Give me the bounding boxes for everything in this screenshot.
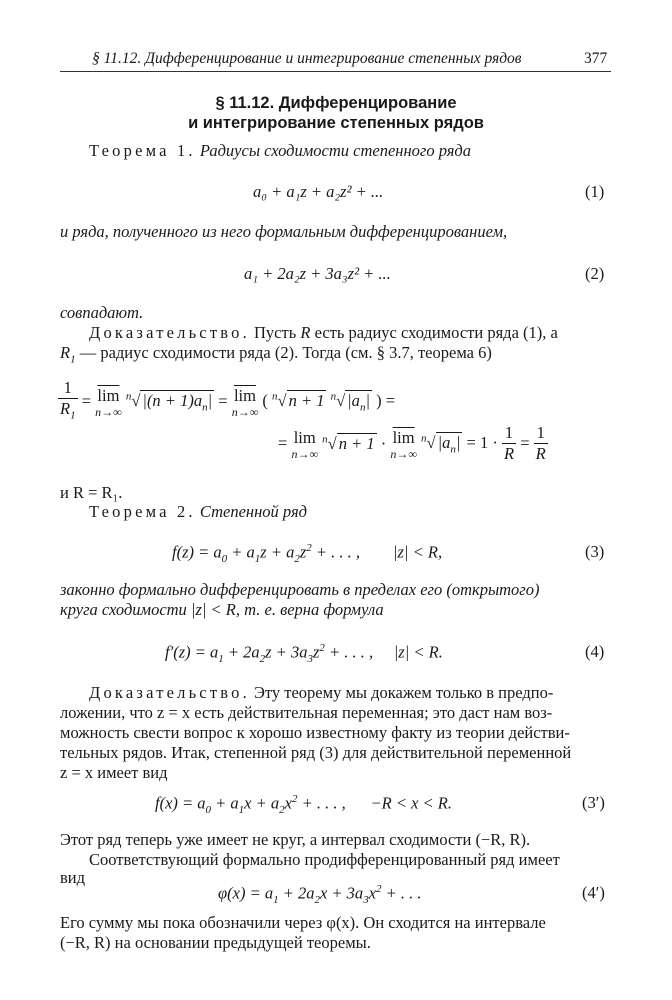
proof1-label: Доказательство. xyxy=(89,323,250,342)
proof1-text1a: Пусть xyxy=(254,323,297,342)
theorem2-label: Теорема 2. xyxy=(89,502,196,521)
equation-3: $f(z) = a_0 + a_1z + a_2z^2$ + . . . , |z| < R, xyxy=(172,542,443,565)
section-title-line2: и интегрирование степенных рядов xyxy=(188,114,484,132)
theorem1-text2: и ряда, полученного из него формальным дифференцированием, xyxy=(60,222,508,241)
proof2-line8: вид xyxy=(60,868,86,887)
equation-1-body: a₀ + a₁z + a₂z² + ... xyxy=(253,182,384,201)
equation-1-number: (1) xyxy=(585,182,605,201)
proof2-line5: z = x имеет вид xyxy=(60,763,168,782)
equation-4prime-number: (4′) xyxy=(582,883,605,902)
proof1-conclusion: и R = R₁. xyxy=(60,483,123,502)
running-title: § 11.12. Дифференцирование и интегрирование степенных рядов xyxy=(92,50,522,67)
page-number: 377 xyxy=(584,50,608,67)
proof2-line10: (−R, R) на основании предыдущей теоремы. xyxy=(60,933,371,952)
proof2-line4: тельных рядов. Итак, степенной ряд (3) для действительной переменной xyxy=(60,743,572,762)
equation-1 xyxy=(253,182,383,202)
equation-2-body: a₁ + 2a₂z + 3a₃z² + ... xyxy=(244,264,391,283)
proof2-text1: Эту теорему мы докажем только в предпо- xyxy=(254,683,554,702)
proof1-line1: Доказательство. Пусть R есть радиус сходимости ряда (1), а xyxy=(89,323,558,342)
equation-4: $f'(z) = a_1 + 2a_2z + 3a_3z^2$ + . . . , |z| < R. xyxy=(165,642,443,665)
theorem2-text2: законно формально дифференцировать в пределах его (открытого) xyxy=(60,580,540,599)
theorem1-text3: совпадают. xyxy=(60,303,144,322)
proof1-text1b: есть радиус сходимости ряда (1), а xyxy=(314,323,558,342)
proof2-line6: Этот ряд теперь уже имеет не круг, а интервал сходимости (−R, R). xyxy=(60,830,531,849)
proof2-line3: можность свести вопрос к хорошо известному факту из теории действи- xyxy=(60,723,570,742)
equation-3prime-number: (3′) xyxy=(582,793,605,812)
equation-4prime: $\varphi(x) = a_1 + 2a_2x + 3a_3x^2$ + . . . xyxy=(218,883,422,906)
theorem2-text1: Степенной ряд xyxy=(199,502,307,521)
theorem2-text3: круга сходимости |z| < R, т. е. верна формула xyxy=(60,600,384,619)
proof2-line9: Его сумму мы пока обозначили через φ(x). Он сходится на интервале xyxy=(60,913,546,932)
proof1-line2: $R_1$ — радиус сходимости ряда (2). Тогда (см. § 3.7, теорема 6) xyxy=(60,343,492,366)
theorem1-label: Теорема 1. xyxy=(89,141,196,160)
section-title-line1: § 11.12. Дифференцирование xyxy=(215,94,457,112)
theorem2-statement xyxy=(89,502,307,522)
theorem1-text1: Радиусы сходимости степенного ряда xyxy=(199,141,472,160)
theorem1-statement xyxy=(89,141,471,161)
equation-3-number: (3) xyxy=(585,542,605,561)
equation-4-number: (4) xyxy=(585,642,605,661)
proof2-label: Доказательство. xyxy=(89,683,250,702)
proof2-line2: ложении, что z = x есть действительная переменная; это даст нам воз- xyxy=(60,703,553,722)
limit-formula-line2: = lim n→∞ $^n$√ n + 1 · $\overline{lim}$ n→∞ $^n$√ $|a_n| = 1$ · $\frac{1}{R}$ = $\frac{1}{R}$ xyxy=(278,423,546,463)
proof1-text2: — радиус сходимости ряда (2). Тогда (см. § 3.7, теорема 6) xyxy=(79,343,492,362)
proof2-line1 xyxy=(89,683,553,703)
proof2-line7: Соответствующий формально продифференцированный ряд имеет xyxy=(89,850,560,869)
limit-formula-line1: $\frac{1}{R_1}$ = $\overline{lim}$ n→∞ $^n$√ $|(n + 1)a_n|$ = $\overline{lim}$ n→∞ ( $^n$√ n + 1 $^n$√ $|a_n|$ ) = xyxy=(60,378,396,422)
equation-3prime: $f(x) = a_0 + a_1x + a_2x^2$ + . . . , −R < x < R. xyxy=(155,793,452,816)
header-rule xyxy=(60,71,611,72)
equation-2-number: (2) xyxy=(585,264,605,283)
